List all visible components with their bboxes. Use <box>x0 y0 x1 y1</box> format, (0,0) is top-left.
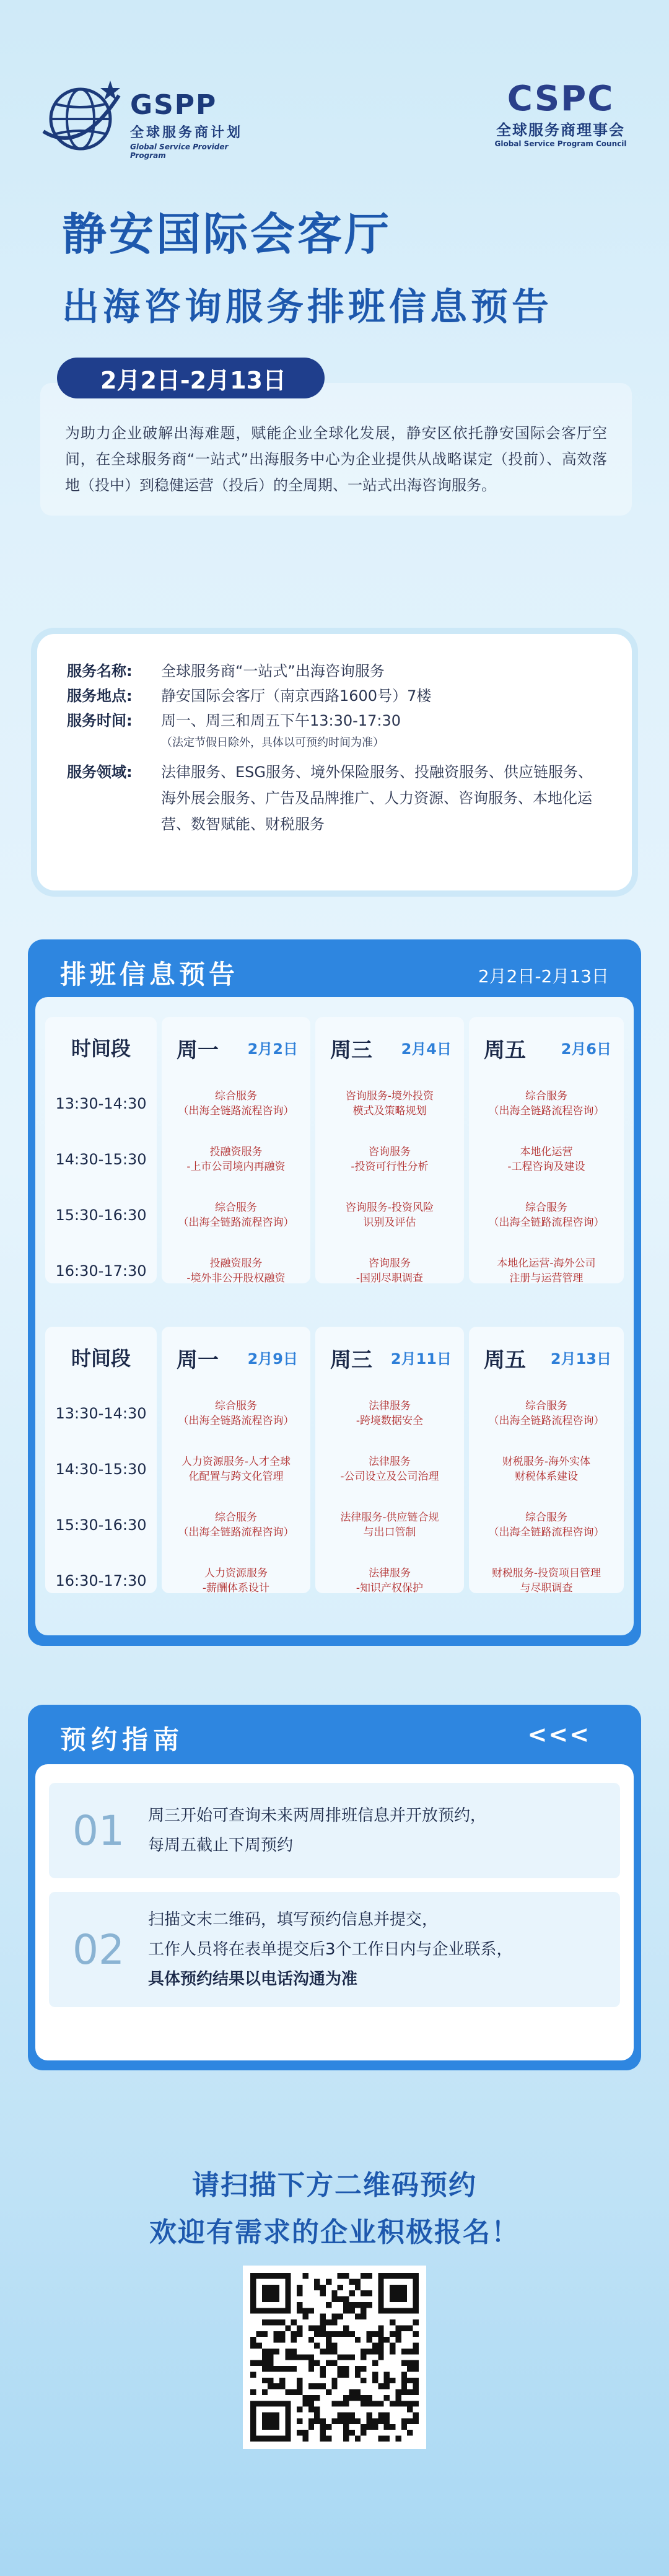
qr-code-icon <box>250 2273 419 2442</box>
chevrons-left-icon: <<< <box>527 1721 590 1748</box>
service-slot: 咨询服务-投资风险 识别及评估 <box>345 1202 434 1229</box>
service-slot: 投融资服务 -上市公司境内再融资 <box>186 1146 286 1173</box>
day-date: 2月4日 <box>401 1040 452 1058</box>
gspp-logo <box>37 74 260 161</box>
service-time: 周一、周三和周五下午13:30-17:30 <box>161 712 401 729</box>
cta-line-1: 请扫描下方二维码预约 <box>192 2169 477 2201</box>
time-slot: 13:30-14:30 <box>55 1095 147 1112</box>
cspc-cn: 全球服务商理事会 <box>496 121 625 139</box>
time-slot: 13:30-14:30 <box>55 1405 147 1422</box>
day-name: 周一 <box>177 1348 219 1373</box>
service-slot: 综合服务 （出海全链路流程咨询） <box>178 1202 294 1229</box>
day-column <box>315 1017 464 1283</box>
day-column <box>469 1327 624 1593</box>
page-subtitle: 出海咨询服务排班信息预告 <box>62 286 553 329</box>
service-domain: 法律服务、ESG服务、境外保险服务、投融资服务、供应链服务、海外展会服务、广告及品牌推广、人力资源、咨询服务、本地化运营、数智赋能、财税服务 <box>161 763 593 833</box>
service-slot: 本地化运营 -工程咨询及建设 <box>507 1146 585 1173</box>
service-slot: 法律服务 -公司设立及公司治理 <box>340 1456 439 1483</box>
time-slot: 15:30-16:30 <box>55 1516 147 1534</box>
service-slot: 综合服务 （出海全链路流程咨询） <box>178 1400 294 1427</box>
day-column <box>162 1017 310 1283</box>
service-slot: 人力资源服务 -薪酬体系设计 <box>202 1567 270 1594</box>
schedule-panel <box>28 939 641 1646</box>
guide-step-1 <box>49 1783 620 1878</box>
intro-box <box>40 383 632 516</box>
service-slot: 咨询服务 -国别尽职调查 <box>356 1257 424 1285</box>
day-column <box>469 1017 624 1283</box>
service-slot: 人力资源服务-人才全球 化配置与跨文化管理 <box>181 1456 291 1483</box>
globe-icon <box>37 74 124 161</box>
step-line-bold: 具体预约结果以电话沟通为准 <box>148 1970 358 1989</box>
guide-body <box>35 1764 634 2060</box>
service-name: 全球服务商“一站式”出海咨询服务 <box>161 662 385 680</box>
cspc-logo <box>471 81 650 155</box>
gspp-en: Global Service Provider Program <box>130 143 229 160</box>
day-name: 周三 <box>330 1038 372 1063</box>
service-name-label: 服务名称: <box>67 662 133 680</box>
service-slot: 投融资服务 -境外非公开股权融资 <box>186 1257 286 1285</box>
service-slot: 法律服务-供应链合规 与出口管制 <box>340 1511 439 1539</box>
service-domain-label: 服务领域: <box>67 763 133 781</box>
service-slot: 综合服务 （出海全链路流程咨询） <box>488 1090 605 1117</box>
guide-title: 预约指南 <box>60 1725 185 1755</box>
service-time-note: （法定节假日除外，具体以可预约时间为准） <box>161 736 384 749</box>
gspp-cn: 全球服务商计划 <box>130 125 243 141</box>
time-slot: 14:30-15:30 <box>55 1151 147 1168</box>
day-column <box>162 1327 310 1593</box>
service-time-label: 服务时间: <box>67 712 133 729</box>
service-slot: 本地化运营-海外公司 注册与运营管理 <box>497 1257 596 1285</box>
service-slot: 财税服务-海外实体 财税体系建设 <box>502 1456 591 1483</box>
service-slot: 综合服务 （出海全链路流程咨询） <box>178 1090 294 1117</box>
time-column <box>45 1017 157 1283</box>
day-date: 2月11日 <box>390 1350 452 1368</box>
day-name: 周一 <box>177 1038 219 1063</box>
day-date: 2月2日 <box>247 1040 298 1058</box>
time-slot: 14:30-15:30 <box>55 1461 147 1478</box>
step-line: 扫描文末二维码，填写预约信息并提交， <box>148 1910 439 1929</box>
day-date: 2月9日 <box>247 1350 298 1368</box>
day-name: 周三 <box>330 1348 372 1373</box>
schedule-grid <box>35 997 634 1635</box>
time-column <box>45 1327 157 1593</box>
intro-text: 为助力企业破解出海难题，赋能企业全球化发展，静安区依托静安国际会客厅空间，在全球服务商“一站式”出海服务中心为企业提供从战略谋定（投前）、高效落地（投中）到稳健运营（投后）的全周期、一站式出海咨询服务。 <box>65 424 607 494</box>
service-slot: 综合服务 （出海全链路流程咨询） <box>488 1511 605 1539</box>
service-slot: 综合服务 （出海全链路流程咨询） <box>178 1511 294 1539</box>
service-place-label: 服务地点: <box>67 687 133 705</box>
time-slot: 16:30-17:30 <box>55 1262 147 1280</box>
step-line: 周三开始可查询未来两周排班信息并开放预约， <box>148 1806 487 1825</box>
schedule-week <box>45 1017 624 1283</box>
step-number: 02 <box>72 1925 125 1974</box>
service-slot: 咨询服务-境外投资 模式及策略规划 <box>345 1090 434 1117</box>
day-name: 周五 <box>484 1348 526 1373</box>
schedule-week <box>45 1327 624 1593</box>
schedule-range: 2月2日-2月13日 <box>478 966 609 987</box>
cspc-en: Global Service Program Council <box>494 139 627 148</box>
service-place: 静安国际会客厅（南京西路1600号）7楼 <box>161 687 432 705</box>
guide-step-2 <box>49 1892 620 2007</box>
time-slot: 16:30-17:30 <box>55 1572 147 1589</box>
step-line: 工作人员将在表单提交后3个工作日内与企业联系， <box>148 1940 513 1959</box>
time-column-header: 时间段 <box>71 1037 131 1060</box>
cta-line-2: 欢迎有需求的企业积极报名！ <box>149 2217 520 2248</box>
time-column-header: 时间段 <box>71 1347 131 1370</box>
qr-code[interactable] <box>243 2266 426 2449</box>
service-slot: 综合服务 （出海全链路流程咨询） <box>488 1400 605 1427</box>
gspp-title: GSPP <box>130 89 217 121</box>
booking-guide-panel <box>28 1705 641 2070</box>
service-slot: 综合服务 （出海全链路流程咨询） <box>488 1202 605 1229</box>
page-title: 静安国际会客厅 <box>62 208 392 260</box>
service-slot: 财税服务-投资项目管理 与尽职调查 <box>491 1567 601 1594</box>
step-line: 每周五截止下周预约 <box>148 1836 294 1855</box>
day-column <box>315 1327 464 1593</box>
time-slot: 15:30-16:30 <box>55 1207 147 1224</box>
step-number: 01 <box>72 1806 125 1855</box>
schedule-title: 排班信息预告 <box>60 959 239 990</box>
day-date: 2月13日 <box>550 1350 611 1368</box>
date-range-badge: 2月2日-2月13日 <box>57 358 325 398</box>
service-info-card <box>37 634 632 890</box>
day-name: 周五 <box>484 1038 526 1063</box>
cspc-mark: CSPC <box>507 79 614 119</box>
day-date: 2月6日 <box>561 1040 611 1058</box>
service-slot: 法律服务 -跨境数据安全 <box>356 1400 424 1427</box>
service-slot: 法律服务 -知识产权保护 <box>356 1567 424 1594</box>
service-slot: 咨询服务 -投资可行性分析 <box>351 1146 429 1173</box>
